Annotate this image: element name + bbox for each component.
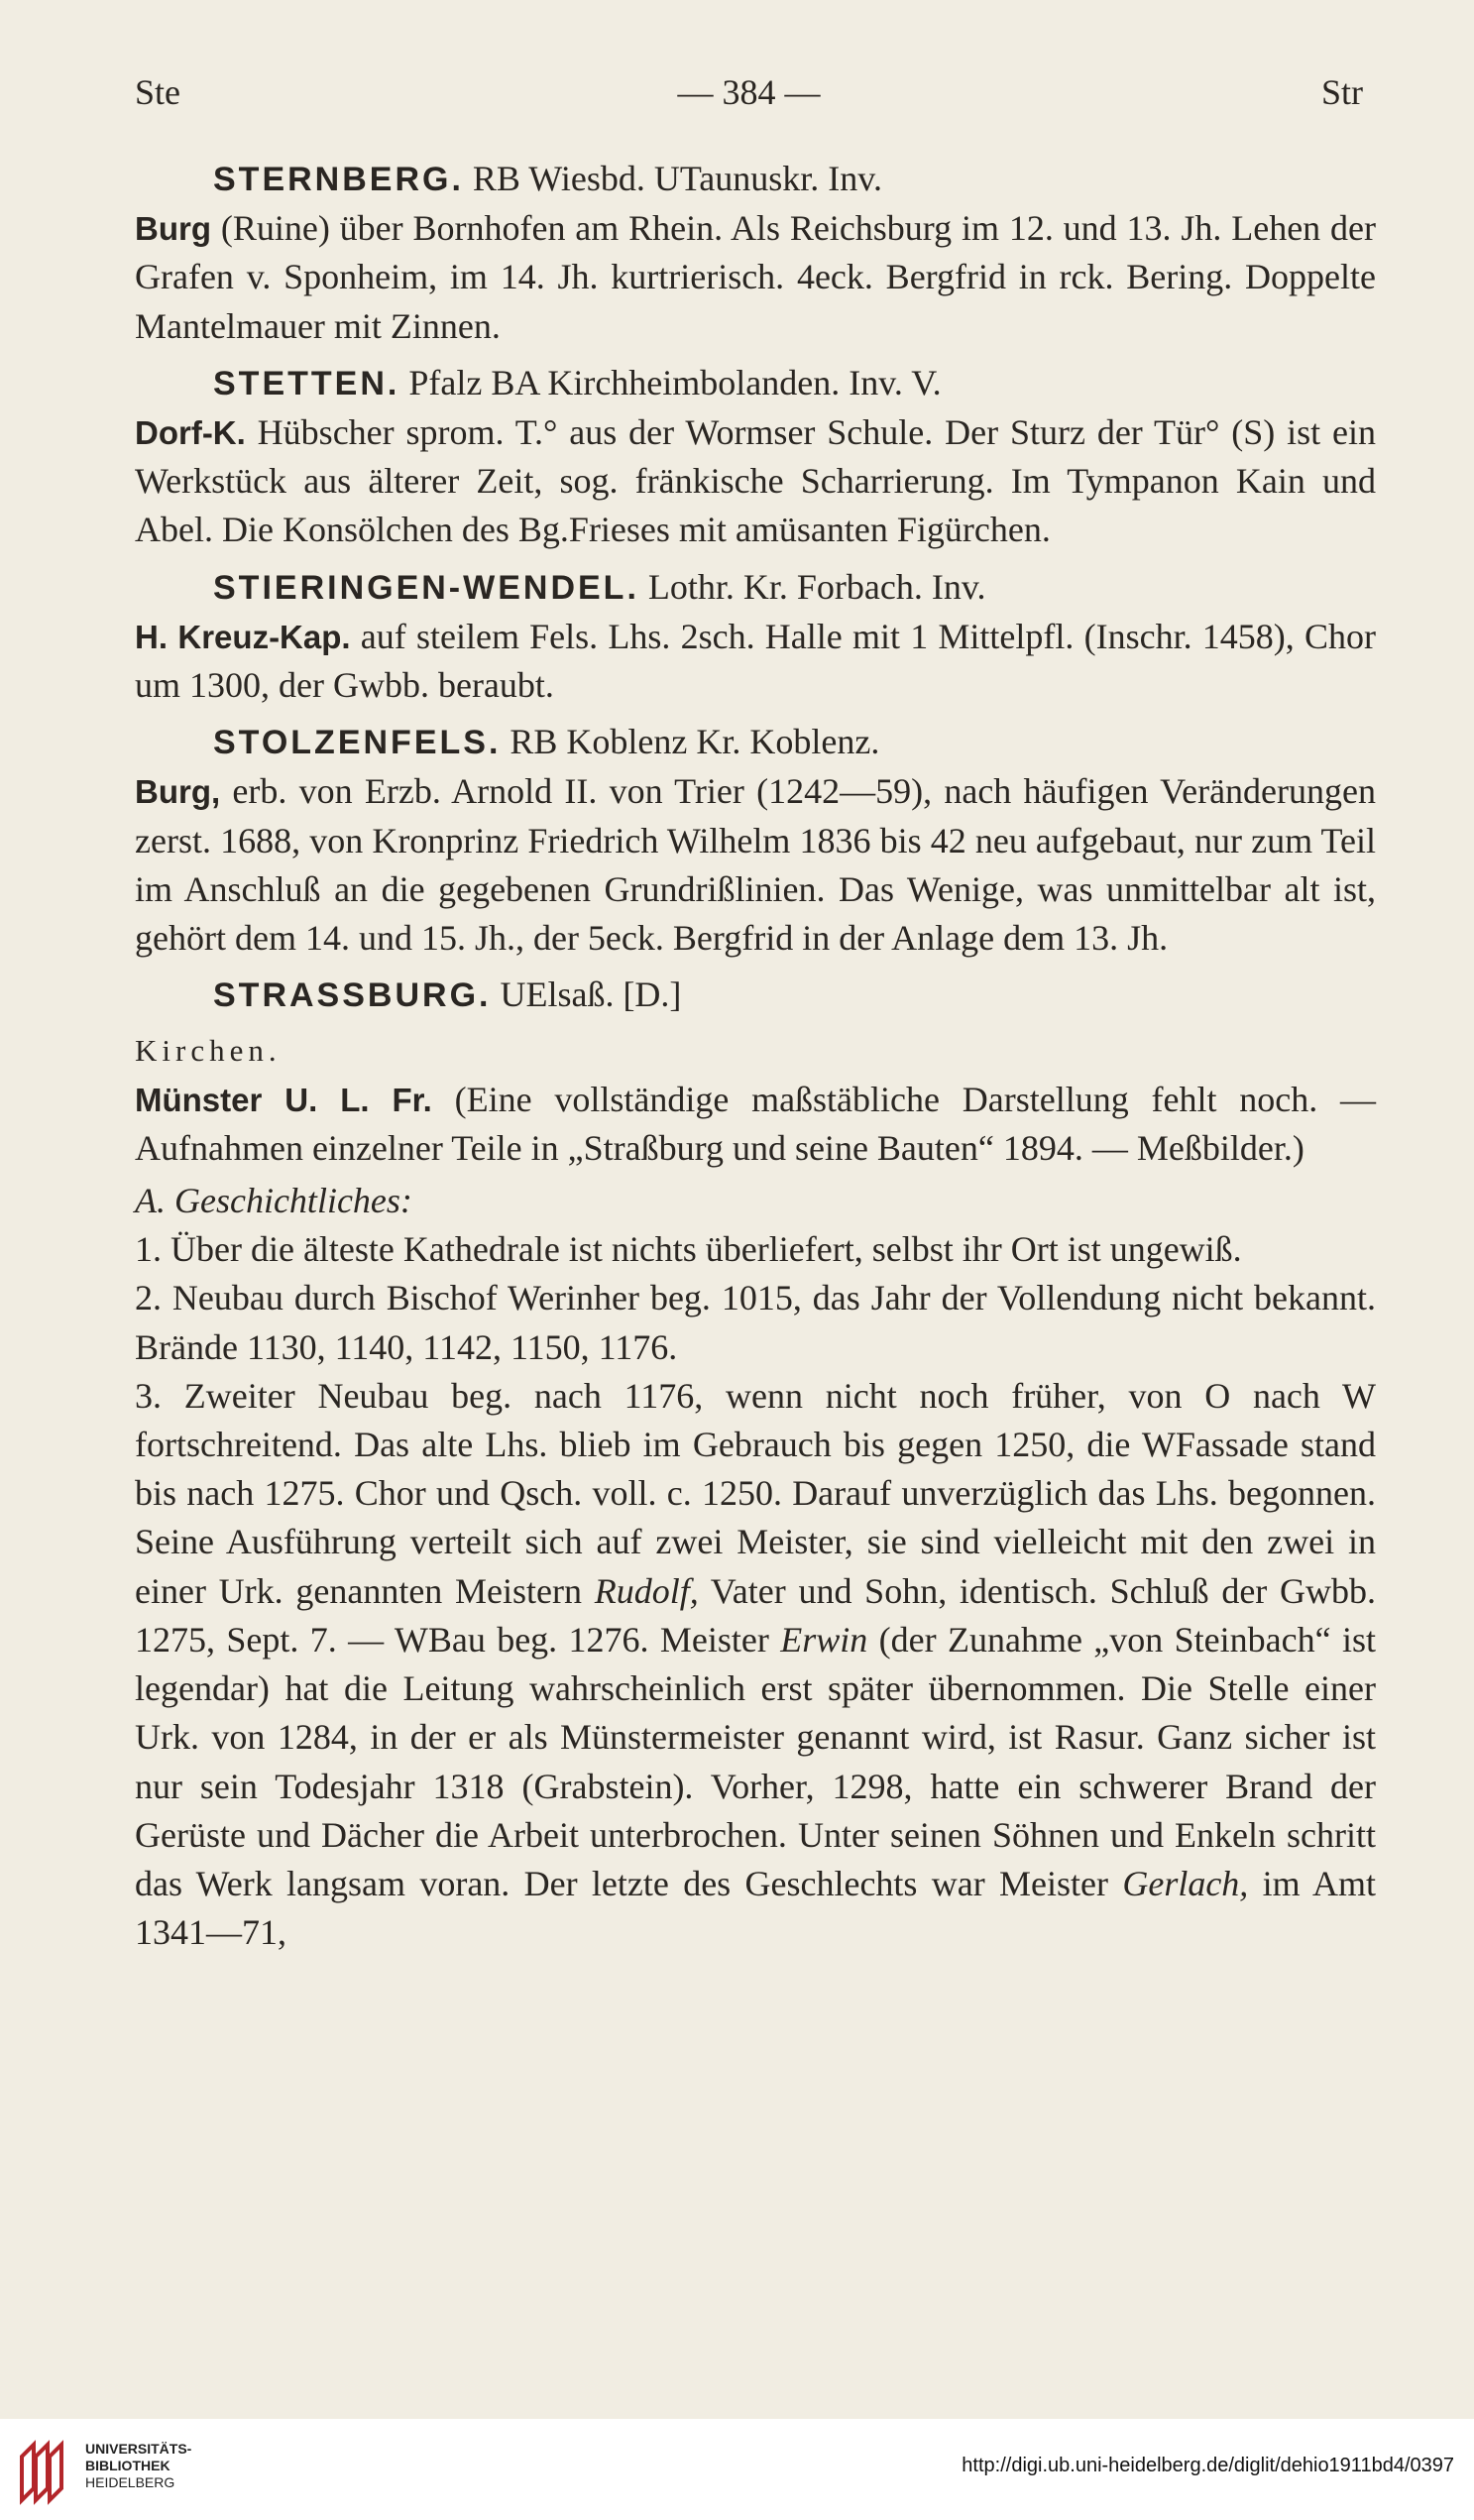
entry-text [135, 613, 1376, 710]
person-name: Rudolf, [594, 1570, 699, 1611]
entry-heading [135, 563, 1376, 613]
entry-text [135, 1076, 1376, 1173]
paragraph-segment: Vater und Sohn, identisch. Schluß der Gwbb. 1275, Sept. 7. — WBau beg. 1276. Meister [135, 1570, 1377, 1660]
place-name: STIERINGEN-WENDEL. [213, 568, 639, 607]
entry-text [135, 767, 1376, 963]
library-name [85, 2441, 191, 2491]
subheading-kirchen: Kirchen. [135, 1033, 282, 1069]
entry-text [135, 204, 1376, 351]
section-title: A. Geschichtliches: [135, 1181, 412, 1221]
place-name: STERNBERG. [213, 161, 464, 198]
entry-body: Hübscher sprom. T.° aus der Wormser Schule. Der Sturz der Tür° (S) ist ein Werkstück aus älterer Zeit, sog. fränkische Scharrierung. Im Tympanon Kain und Abel. Die Konsölchen des Bg.Frieses mit amüsanten Figürchen. [135, 412, 1376, 550]
lemma: Dorf-K. [135, 414, 246, 452]
person-name: Gerlach, [1122, 1863, 1249, 1903]
library-name-line: HEIDELBERG [85, 2474, 175, 2490]
lemma: Münster U. L. Fr. [135, 1081, 432, 1118]
entry-body: (Eine vollständige maßstäbliche Darstellung fehlt noch. — Aufnahmen einzelner Teile in „Straßburg und seine Bauten“ 1894. — Meßbilder.) [135, 1079, 1376, 1168]
place-name: STETTEN. [213, 364, 400, 402]
entry-heading [135, 718, 1376, 767]
permalink[interactable]: http://digi.ub.uni-heidelberg.de/diglit/dehio1911bd4/0397 [962, 2455, 1454, 2476]
library-logo-icon [16, 2435, 77, 2506]
paragraph-segment: 3. Zweiter Neubau beg. nach 1176, wenn nicht noch früher, von O nach W fortschreitend. Das alte Lhs. blieb im Gebrauch bis gegen 1250, die WFassade stand bis nach 1275. Chor und Qsch. voll. c. 1250. Darauf unverzüglich das Lhs. begonnen. Seine Ausführung verteilt sich auf zwei Meister, sie sind vielleicht mit den zwei in einer Urk. genannten Meistern [135, 1375, 1376, 1611]
place-location: RB Koblenz Kr. Koblenz. [501, 722, 880, 762]
page-number: — 384 — [677, 72, 821, 112]
entry-body: auf steilem Fels. Lhs. 2sch. Halle mit 1 Mittelpfl. (Inschr. 1458), Chor um 1300, der Gwbb. beraubt. [135, 616, 1376, 706]
numbered-paragraph [135, 1372, 1376, 1957]
running-head-right: Str [1320, 72, 1363, 112]
place-location: UElsaß. [D.] [491, 974, 682, 1015]
library-name-line: UNIVERSITÄTS- [85, 2441, 192, 2457]
entry-heading [135, 971, 1376, 1020]
entry-body: erb. von Erzb. Arnold II. von Trier (1242—59), nach häufigen Veränderungen zerst. 1688, von Kronprinz Friedrich Wilhelm 1836 bis 42 neu aufgebaut, nur zum Teil im Anschluß an die gegebenen Grundrißlinien. Das Wenige, was unmittelbar alt ist, gehört dem 14. und 15. Jh., der 5eck. Bergfrid in der Anlage dem 13. Jh. [135, 771, 1376, 959]
lemma: H. Kreuz-Kap. [135, 618, 351, 655]
place-location: Lothr. Kr. Forbach. Inv. [638, 566, 986, 607]
numbered-paragraph: 1. Über die älteste Kathedrale ist nichts überliefert, selbst ihr Ort ist ungewiß. [135, 1229, 1242, 1270]
place-name: STRASSBURG. [213, 976, 492, 1015]
person-name: Erwin [780, 1619, 868, 1660]
place-name: STOLZENFELS. [213, 724, 502, 762]
library-name-line: BIBLIOTHEK [85, 2458, 170, 2473]
running-head-left: Ste [135, 72, 181, 112]
entry-text [135, 408, 1376, 555]
entry-body: (Ruine) über Bornhofen am Rhein. Als Reichsburg im 12. und 13. Jh. Lehen der Grafen v. Sponheim, im 14. Jh. kurtrierisch. 4eck. Bergfrid in rck. Bering. Doppelte Mantelmauer mit Zinnen. [135, 208, 1376, 346]
place-location: Pfalz BA Kirchheimbolanden. Inv. V. [399, 362, 942, 402]
paragraph-segment: (der Zunahme „von Steinbach“ ist legendar) hat die Leitung wahrscheinlich erst später übernommen. Die Stelle einer Urk. von 1284, in der er als Münstermeister genannt wird, ist Rasur. Ganz sicher ist nur sein Todesjahr 1318 (Grabstein). Vorher, 1298, hatte ein schwerer Brand der Gerüste und Dächer die Arbeit unterbrochen. Unter seinen Söhnen und Enkeln schritt das Werk langsam voran. Der letzte des Geschlechts war Meister [135, 1619, 1376, 1903]
digitization-footer [0, 2419, 1474, 2520]
paragraph-segment: im Amt 1341—71, [135, 1863, 1376, 1953]
entry-heading [135, 155, 1376, 204]
lemma: Burg, [135, 773, 221, 811]
entry-heading [135, 359, 1376, 408]
numbered-paragraph: 2. Neubau durch Bischof Werinher beg. 1015, das Jahr der Vollendung nicht bekannt. Brände 1130, 1140, 1142, 1150, 1176. [135, 1278, 1376, 1367]
page-body [135, 155, 1376, 1957]
place-location: RB Wiesbd. UTaunuskr. Inv. [463, 159, 882, 198]
lemma: Burg [135, 210, 211, 248]
running-head [135, 71, 1363, 121]
